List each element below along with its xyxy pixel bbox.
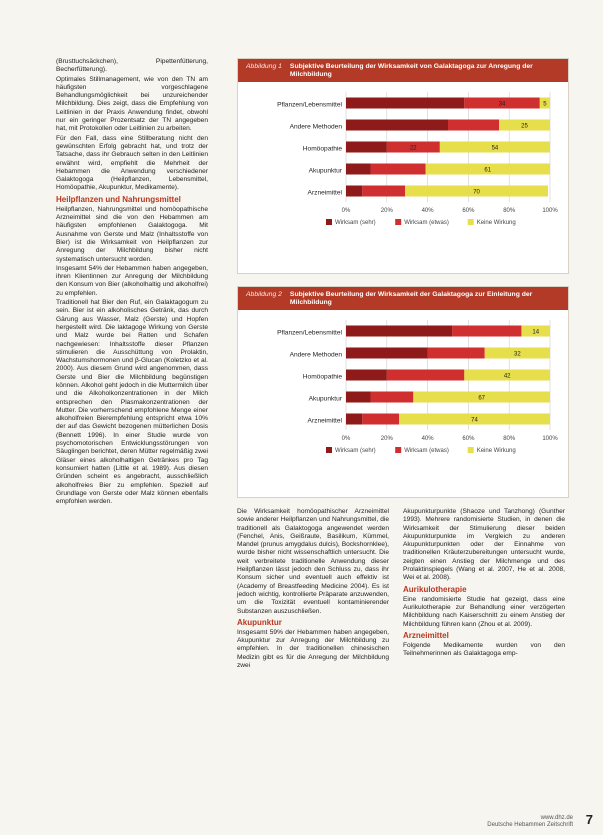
figure-2-chart (238, 310, 568, 496)
figure-2 (237, 286, 569, 498)
section-heading-akupunktur: Akupunktur (237, 617, 282, 627)
chart1-category-label: Homöopathie (302, 145, 342, 153)
chart1-x-tick-label: 0% (341, 208, 351, 214)
chart2-x-tick-label: 80% (503, 436, 516, 442)
page-number: 7 (585, 812, 593, 827)
chart2-bar-2 (370, 392, 413, 403)
chart1-legend-label: Keine Wirkung (476, 220, 516, 226)
middle-column (237, 508, 389, 671)
left-intro (56, 58, 208, 193)
chart1-legend-swatch (468, 219, 474, 225)
chart1-x-tick-label: 40% (421, 208, 434, 214)
right-paragraph-1: Akupunkturpunkte (Shaoze und Tanzhong) (Gunther 1993). Mehrere randomisierte Studien, in denen die Wirksamkeit der Stimulierung dieser beiden Akupunkturpunkte im Vergleich zu anderen Akupunkturpunkten oder der Einnahme von traditionellen Kräuterzubereitungen untersucht wurde, zeigten einen Anstieg der Milchmenge und des Prolaktinspiegels (Wang et al. 2007, He et al. 2008, Wei et al. 2008). (403, 508, 565, 582)
chart1-data-label: 22 (409, 145, 417, 152)
chart1-legend-label: Wirksam (etwas) (404, 220, 449, 226)
chart2-x-tick-label: 0% (341, 436, 351, 442)
footer-line-1: www.dhz.de (540, 815, 573, 821)
chart1-data-label: 25 (521, 123, 528, 130)
chart1-legend-label: Wirksam (sehr) (335, 220, 376, 226)
chart2-legend-swatch (326, 447, 332, 453)
chart2-bar-2 (452, 326, 521, 337)
chart1-category-label: Arzneimittel (307, 189, 342, 197)
figure-2-title: Subjektive Beurteilung der Wirksamkeit der Galaktagoga zur Einleitung der Milchbildung (289, 291, 533, 306)
chart2-bar-1 (346, 348, 428, 359)
figure-1-chart (238, 82, 568, 272)
chart2-x-tick-label: 40% (421, 436, 434, 442)
chart1-data-label: 34 (498, 101, 506, 108)
section-heading-heilpflanzen: Heilpflanzen und Nahrungsmittel (56, 194, 181, 204)
chart1-category-label: Akupunktur (308, 167, 342, 175)
section-heading-aurikulotherapie: Aurikulotherapie (403, 584, 467, 594)
chart2-x-tick-label: 100% (542, 436, 558, 442)
chart2-data-label: 32 (514, 351, 521, 358)
chart1-category-label: Andere Methoden (289, 123, 342, 131)
chart1-bar-2 (370, 164, 425, 175)
chart1-data-label: 54 (491, 145, 499, 152)
akupunktur-paragraph: Insgesamt 59% der Hebammen haben angegeben, Akupunktur zur Anregung der Milchbildung zu empfehlen. In der traditionellen chinesischen Medizin gibt es für die Anregung der Milchbildung zwei (237, 628, 389, 670)
left-intro-paragraph-2: Optimales Stillmanagement, wie von den TN am häufigsten vorgeschlagene Behandlungsmöglichkeit bei unzureichender Milchbildung. Dies zeigt, dass die Empfehlung von Leitlinien in der Praxis Anwendung findet, obwohl nur ein geringer Prozentsatz der TN angegeben hat, mit Protokollen oder Leitlinien zu arbeiten. (56, 75, 208, 133)
figure-1 (237, 58, 569, 274)
chart1-legend-swatch (326, 219, 332, 225)
chart2-bar-1 (346, 414, 362, 425)
chart1-x-tick-label: 20% (380, 208, 393, 214)
chart2-data-label: 42 (503, 373, 511, 380)
chart1-category-label: Pflanzen/Lebensmittel (277, 101, 342, 109)
chart2-bar-1 (346, 326, 452, 337)
aurikulotherapie-paragraph: Eine randomisierte Studie hat gezeigt, dass eine Aurikulotherapie zur Behandlung einer verzögerten Milchbildung nach Kaiserschnitt zu einem Anstieg der Milchbildung führen kann (Zhou et al. 2009). (403, 595, 565, 628)
left-intro-paragraph-3: Für den Fall, dass eine Stillberatung nicht den gewünschten Erfolg gebracht hat, und trotz der Tatsache, dass ihr Gebrauch selten in den Leitlinien erwähnt wird, empfiehlt die Mehrheit der Hebammen die Anwendung verschiedener Galaktogoga (Heilpflanzen, Lebensmittel, Homöopathie, Akupunktur, Medikamente). (56, 134, 208, 192)
left-body-paragraph-1: Heilpflanzen, Nahrungsmittel und homöopathische Arzneimittel sind die von den Hebammen am häufigsten empfohlenen Galaktogoga. Mit Ausnahme von Gerste und Malz (Inhaltsstoffe von Bier) ist die Wirksamkeit von Heilpflanzen zur Anregung der Milchbildung bisher nicht systematisch untersucht worden. (56, 205, 208, 263)
figure-2-header (238, 287, 568, 310)
chart2-bar-2 (428, 348, 485, 359)
chart2-bar-2 (362, 414, 399, 425)
chart2-x-tick-label: 20% (380, 436, 393, 442)
chart2-legend-swatch (468, 447, 474, 453)
chart2-x-tick-label: 60% (462, 436, 475, 442)
chart1-data-label: 61 (484, 167, 492, 174)
left-body-paragraph-2: Insgesamt 54% der Hebammen haben angegeben, ihren Klientinnen zur Anregung der Milchbildung den Konsum von Bier (alkoholhaltig und alkoholfrei) zu empfehlen. (56, 264, 208, 297)
chart1-bar-2 (362, 186, 405, 197)
chart1-legend-swatch (395, 219, 401, 225)
chart1-bar-1 (346, 98, 464, 109)
figure-1-title: Subjektive Beurteilung der Wirksamkeit von Galaktagoga zur Anregung der Milchbildung (289, 63, 533, 78)
arzneimittel-paragraph: Folgende Medikamente wurden von den Teilnehmerinnen als Galaktagoga emp- (403, 641, 565, 658)
middle-body (237, 508, 389, 616)
page-footer (487, 815, 573, 829)
chart1-bar-1 (346, 120, 448, 131)
chart1-data-label: 5 (543, 101, 547, 108)
left-body-paragraph-3: Traditionell hat Bier den Ruf, ein Galaktagogum zu sein. Bier ist ein alkoholisches Getränk, das durch Gärung aus Wasser, Malz (Gerste) und Hopfen hergestellt wird. Die laktagoge Wirkung von Gerste und Malz wurde bei Ratten und Schafen nachgewiesen: Inhaltsstoffe dieser Pflanzen stimulieren die Ausschüttung von Prolaktin, Wachstumshormonen und β-Glucan (Koletzko et al. 2000). Aus diesem Grund wird angenommen, dass Gerste und Bier die Milchbildung begünstigen können. Alkohol geht jedoch in die Muttermilch über und die Alkoholkonzentrationen in der Milch entsprechen den Plasmakonzentrationen der Mutter. Die vorherrschend empfohlene Menge einer alkoholfreien Bierempfehlung entspricht etwa 10% der auf das Gewicht bezogenen mütterlichen Dosis (Bennett 1996). In einer Studie wurde von psychomotorischen Entwicklungsstörungen von Säuglingen berichtet, deren Mütter regelmäßig zwei Gläser eines alkoholhaltigen Getränkes pro Tag konsumiert hatten (Little et al. 1989). Aus diesen Gründen scheint es angebracht, ausschließlich alkoholfreies Bier zu empfehlen. Speziell auf Grundlage von Gerste oder Malz können ebenfalls empfohlen werden. (56, 299, 208, 506)
chart2-category-label: Arzneimittel (307, 417, 342, 425)
chart2-bar-1 (346, 392, 370, 403)
chart2-bar-2 (387, 370, 465, 381)
chart1-x-tick-label: 60% (462, 208, 475, 214)
section-heading-arzneimittel: Arzneimittel (403, 630, 449, 640)
chart2-legend-swatch (395, 447, 401, 453)
chart2-legend-label: Keine Wirkung (476, 448, 516, 454)
right-column (403, 508, 565, 659)
middle-paragraph-1: Die Wirksamkeit homöopathischer Arzneimittel sowie anderer Heilpflanzen und Nahrungsmittel, die traditionell als Galaktogoga angewendet werden (Fenchel, Anis, Geißraute, Basilikum, Kümmel, Mandel (prunus amygdalus dulcis), Bockshornklee), wurde bisher nicht wissenschaftlich untersucht. Die weit verbreitete traditionelle Anwendung dieser Heilpflanzen lässt jedoch den Schluss zu, dass ihr Konsum sicher und eventuell auch effektiv ist (Academy of Breastfeeding Medicine 2004). Es ist jedoch wichtig, kontrollierte Präparate anzuwenden, um die Toxizität eventuell kontaminierender Substanzen auszuschließen. (237, 508, 389, 615)
footer-line-2: Deutsche Hebammen Zeitschrift (487, 822, 573, 828)
chart1-bar-1 (346, 164, 370, 175)
chart1-x-tick-label: 80% (503, 208, 516, 214)
figure-2-label: Abbildung 2 (246, 291, 282, 298)
chart2-category-label: Akupunktur (308, 395, 342, 403)
chart2-data-label: 67 (478, 395, 486, 402)
figure-1-header (238, 59, 568, 82)
chart2-legend-label: Wirksam (etwas) (404, 448, 449, 454)
left-column (56, 58, 208, 507)
chart2-legend-label: Wirksam (sehr) (335, 448, 376, 454)
chart1-data-label: 70 (473, 189, 480, 196)
chart2-category-label: Homöopathie (302, 373, 342, 381)
chart1-bar-1 (346, 186, 362, 197)
chart1-x-tick-label: 100% (542, 208, 558, 214)
chart1-bar-2 (448, 120, 499, 131)
right-body (403, 508, 565, 583)
chart2-category-label: Pflanzen/Lebensmittel (277, 329, 342, 337)
chart2-data-label: 14 (532, 329, 540, 336)
figure-1-label: Abbildung 1 (246, 63, 282, 70)
chart2-data-label: 74 (471, 417, 478, 424)
chart2-category-label: Andere Methoden (289, 351, 342, 359)
left-body (56, 206, 208, 507)
left-intro-paragraph-1: (Brusttuchsäckchen), Pipettenfütterung, Becherfütterung). (56, 58, 208, 74)
chart1-bar-1 (346, 142, 387, 153)
chart2-bar-1 (346, 370, 387, 381)
